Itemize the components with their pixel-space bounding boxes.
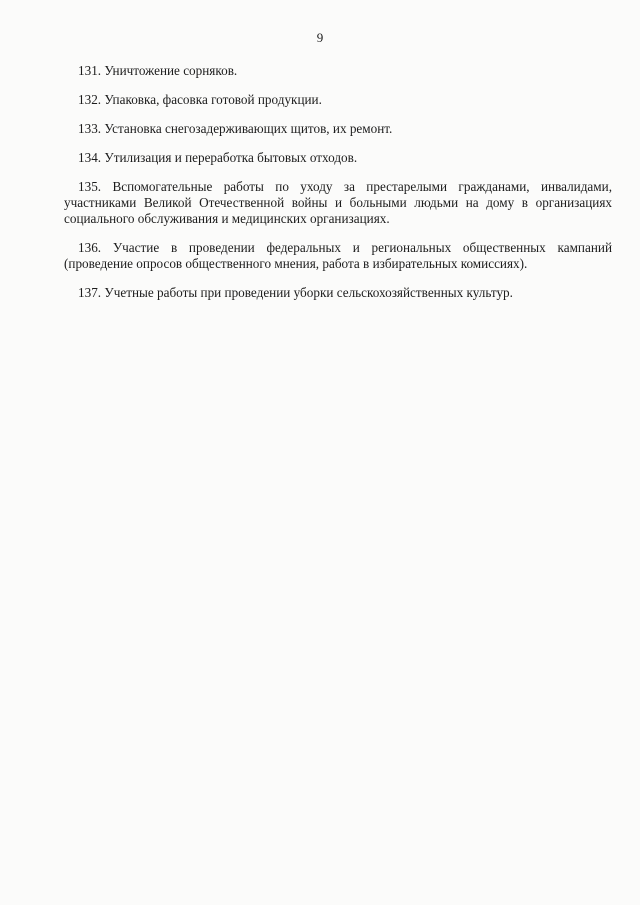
list-item-132: 132. Упаковка, фасовка готовой продукции. (78, 92, 322, 107)
list-item-135: 135. Вспомогательные работы по уходу за престарелыми гражданами, инвалидами, участниками Великой Отечественной войны и больными людьми на дому в организациях социального обслуживания и медицинских организациях. (64, 179, 612, 226)
list-item-137: 137. Учетные работы при проведении уборки сельскохозяйственных культур. (78, 285, 513, 300)
list-item-131: 131. Уничтожение сорняков. (78, 63, 238, 78)
list-item-134: 134. Утилизация и переработка бытовых отходов. (78, 150, 358, 165)
list-item-133: 133. Установка снегозадерживающих щитов, их ремонт. (78, 121, 393, 136)
list-item-136: 136. Участие в проведении федеральных и региональных общественных кампаний (проведение опросов общественного мнения, работа в избирательных комиссиях). (64, 240, 612, 271)
page-number: 9 (316, 30, 324, 45)
numbered-list (64, 63, 612, 314)
